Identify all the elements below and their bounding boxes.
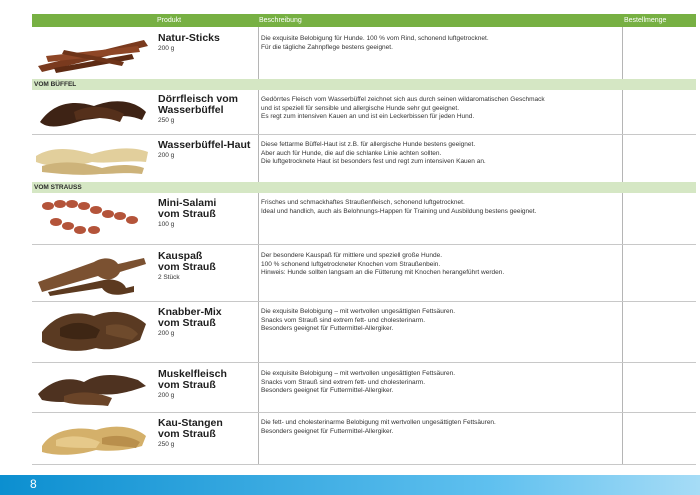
product-image-muskelfleisch: [34, 366, 152, 410]
product-image-bueffel-haut: [32, 138, 152, 178]
page-number: 8: [30, 477, 37, 491]
product-name: Kau-Stangen vom Strauß 250 g: [158, 417, 223, 448]
product-description: Die exquisite Belobigung für Hunde. 100 % vom Rind, schonend luftgetrocknet. Für die tägliche Zahnpflege bestens geeignet.: [261, 35, 489, 51]
product-name: Dörrfleisch vom Wasserbüffel 250 g: [158, 93, 238, 124]
footer-bar: [0, 475, 700, 495]
section-bueffel: VOM BÜFFEL: [32, 79, 696, 90]
product-name: Muskelfleisch vom Strauß 200 g: [158, 368, 227, 399]
row-divider: [32, 362, 696, 363]
product-name: Knabber-Mix vom Strauß 200 g: [158, 306, 222, 337]
row-divider: [32, 134, 696, 135]
product-image-natur-sticks: [34, 32, 152, 74]
product-name: Wasserbüffel-Haut 200 g: [158, 139, 251, 159]
product-name: Mini-Salami vom Strauß 100 g: [158, 197, 217, 228]
product-description: Diese fettarme Büffel-Haut ist z.B. für allergische Hunde bestens geeignet. Aber auch für Hunde, die auf die schlanke Linie achten sollten. Die luftgetrocknete Haut ist besonders fest und regt zum intensiven Kauen an.: [261, 141, 486, 166]
row-divider: [32, 464, 696, 465]
product-description: Die exquisite Belobigung – mit wertvollen ungesättigten Fettsäuren. Snacks vom Strauß sind extrem fett- und cholesterinarm. Besonders geeignet für Futtermittel-Allergiker.: [261, 370, 456, 395]
table-header: [32, 14, 696, 27]
product-description: Gedörrtes Fleisch vom Wasserbüffel zeichnet sich aus durch seinen wildaromatischen Geschmack und ist speziell für sensible und allergische Hunde sehr gut geeignet. Es regt zum intensiven Kauen an und ist ein Leckerbissen für jeden Hund.: [261, 96, 545, 121]
product-name: Kauspaß vom Strauß 2 Stück: [158, 250, 216, 281]
header-product: Produkt: [157, 17, 182, 24]
row-divider: [32, 244, 696, 245]
product-image-mini-salami: [38, 196, 150, 238]
row-divider: [32, 301, 696, 302]
product-image-knabber-mix: [36, 306, 152, 356]
product-description: Die exquisite Belobigung – mit wertvollen ungesättigten Fettsäuren. Snacks vom Strauß sind extrem fett- und cholesterinarm. Besonders geeignet für Futtermittel-Allergiker.: [261, 308, 456, 333]
section-strauss: VOM STRAUSS: [32, 182, 696, 193]
header-order-quantity: Bestellmenge: [624, 17, 667, 24]
column-divider: [622, 27, 623, 464]
row-divider: [32, 412, 696, 413]
product-image-kauspass: [34, 252, 152, 296]
product-name: Natur-Sticks 200 g: [158, 32, 220, 52]
header-description: Beschreibung: [259, 17, 302, 24]
product-description: Der besondere Kauspaß für mittlere und speziell große Hunde. 100 % schonend luftgetrockneter Knochen vom Straußenbein. Hinweis: Hunde sollten langsam an die Fütterung mit Knochen herangeführt werden.: [261, 252, 505, 277]
product-description: Die fett- und cholesterinarme Belobigung mit wertvollen ungesättigten Fettsäuren. Besonders geeignet für Futtermittel-Allergiker.: [261, 419, 496, 435]
product-description: Frisches und schmackhaftes Straußenfleisch, schonend luftgetrocknet. Ideal und handlich, auch als Belohnungs-Happen für Training und Ausbildung bestens geeignet.: [261, 199, 537, 215]
product-image-kau-stangen: [36, 416, 150, 462]
product-image-doerrfleisch: [34, 92, 152, 132]
